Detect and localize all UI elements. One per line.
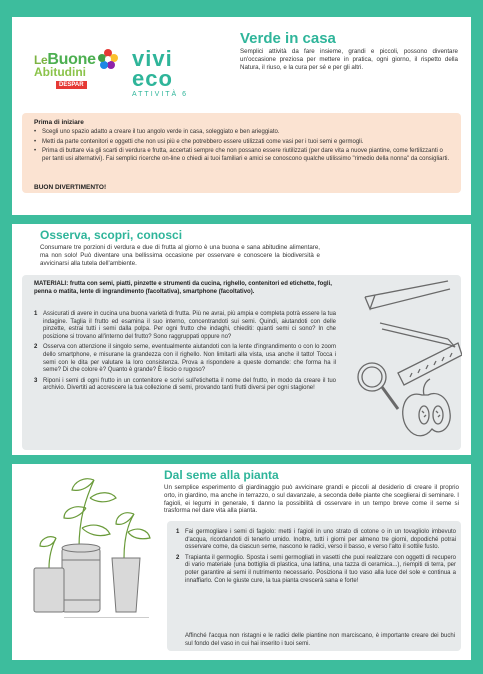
vivi-eco-logo xyxy=(132,46,222,98)
step-item: 3 Riponi i semi di ogni frutto in un contenitore e scrivi sull'etichetta il nome del frutto, in modo da creare il tuo archivio. Divertiti ad accrescere la tua collezione di semi, provando tanti frutti diversi per ogni stagione! xyxy=(34,377,336,392)
panel-top-bar xyxy=(12,460,471,464)
buone-abitudini-logo xyxy=(34,51,114,91)
before-start-box xyxy=(22,113,461,193)
intro-text: Semplici attività da fare insieme, grandi e piccoli, possono diventare un'occasione preziosa per mettere in pratica, ogni giorno, il rispetto della Natura, il riuso, e la cura per sé e per gli altri. xyxy=(240,48,458,71)
despar-badge: DESPAR xyxy=(56,81,87,89)
intro-panel xyxy=(12,13,471,215)
list-item: • Metti da parte contenitori e oggetti che non usi più e che potrebbero essere utilizzati come vasi per i tuoi semi e germogli. xyxy=(34,139,452,147)
observe-panel xyxy=(12,220,471,455)
logo-abitudini: Abitudini xyxy=(34,65,86,79)
logo-vivi: vivi xyxy=(132,46,173,71)
steps-list xyxy=(34,311,336,393)
section-title: Osserva, scopri, conosci xyxy=(40,228,183,242)
section-intro: Consumare tre porzioni di verdura e due di frutta al giorno è una buona e sana abitudine alimentare, ma non solo! Può diventare una bellissima occasione per osservare e conoscere la biodiversità e avvicinarsi alla tutela dell'ambiente. xyxy=(40,244,320,267)
activity-box xyxy=(22,275,461,450)
logo-buone: Buone xyxy=(47,51,96,68)
flower-icon xyxy=(96,47,120,71)
page-title: Verde in casa xyxy=(240,30,336,47)
activity-number: ATTIVITÀ 6 xyxy=(132,91,189,98)
steps-list xyxy=(176,529,456,585)
seed-panel xyxy=(12,460,471,660)
step-item: 1 Fai germogliare i semi di fagiolo: metti i fagioli in uno strato di cotone o in un tovagliolo imbevuto d'acqua, ricordandoti di tenerlo umido. Inoltre, tutti i giorni per almeno tre giorni, dopodiché potrai osservare come, da ciascun seme, nascono le radici, verso il basso, e verso l'alto il sottile fusto. xyxy=(176,529,456,551)
panel-top-bar xyxy=(12,220,471,224)
list-item: • Prima di buttare via gli scarti di verdura e frutta, accertati sempre che non possano essere riutilizzati (per dare vita a nuove piantine, come fertilizzanti o per tanti usi alternativi). Fai semplici ricerche on-line o chiedi ai tuoi familiari e amici se conoscono qualche utilissimo "rimedio della nonna" da consigliarti. xyxy=(34,148,452,163)
logo-le: Le xyxy=(34,53,48,67)
list-item: • Scegli uno spazio adatto a creare il tuo angolo verde in casa, soleggiato e ben arieggiato. xyxy=(34,129,452,137)
logo-eco: eco xyxy=(132,66,173,91)
section-intro: Un semplice esperimento di giardinaggio può avvicinare grandi e piccoli al desiderio di creare il proprio orto, in giardino, ma anche in terrazzo, o sul davanzale, a seconda delle piante che sceglierai di seminare. I fagioli, ei legumi in generale, ti danno la possibilità di osservare in un tempo breve come il seme si trasforma nel dare vita alla pianta. xyxy=(164,484,459,515)
step-item: 2 Trapianta il germoglio. Sposta i semi germogliati in vasetti che puoi realizzare con oggetti di recupero di vario materiale (una bottiglia di plastica, una lattina, una tazza di ceramica...), riempiti di terra, per poter garantire ai semi il nutrimento necessario. Posiziona il tuo vaso alla luce del sole e continua a innaffiarlo. Con le giuste cure, la tua pianta crescerà sana e forte! xyxy=(176,554,456,584)
panel-top-bar xyxy=(12,13,471,17)
tools-illustration xyxy=(340,277,462,445)
plants-illustration xyxy=(24,468,164,618)
materials-list: MATERIALI: frutta con semi, piatti, pinzette e strumenti da cucina, righello, contenitori ed etichette, fogli, penna o matita, lente di ingrandimento (facoltativa), smartphone (facoltativo). xyxy=(34,281,332,295)
before-start-title: Prima di iniziare xyxy=(34,119,84,126)
section-title: Dal seme alla pianta xyxy=(164,468,279,482)
step-item: 2 Osserva con attenzione il singolo seme, eventualmente aiutandoti con la lente d'ingrandimento o con lo zoom dello smartphone, e misurane la grandezza con il righello. Non limitarti alla vista, usa anche il tatto! Tocca i semi con le dita per valutare la loro consistenza. Prova a rispondere a queste domande: che forma ha il seme? Di che colore è? Quanto è grande? È liscio o rugoso? xyxy=(34,344,336,374)
closing-text: BUON DIVERTIMENTO! xyxy=(34,184,107,191)
step-item: 1 Assicurati di avere in cucina una buona varietà di frutta. Più ne avrai, più ampia e completa potrà essere la tua indagine. Taglia il frutto ed esamina il suo interno, concentrandoti sui semi. Quindi, aiutandoti con delle pinzette, estrai tutti i semi dalla polpa. Per ogni frutto che indaghi, chiediti: quanti semi ci sono? In che posizione si trovano all'interno del frutto? Sono raggruppati oppure no? xyxy=(34,311,336,340)
before-start-list xyxy=(34,129,452,165)
activity-box xyxy=(167,521,461,651)
note-text: Affinché l'acqua non ristagni e le radici delle piantine non marciscano, è importante creare dei buchi sul fondo del vaso in cui hai inserito i tuoi semi. xyxy=(185,633,455,647)
